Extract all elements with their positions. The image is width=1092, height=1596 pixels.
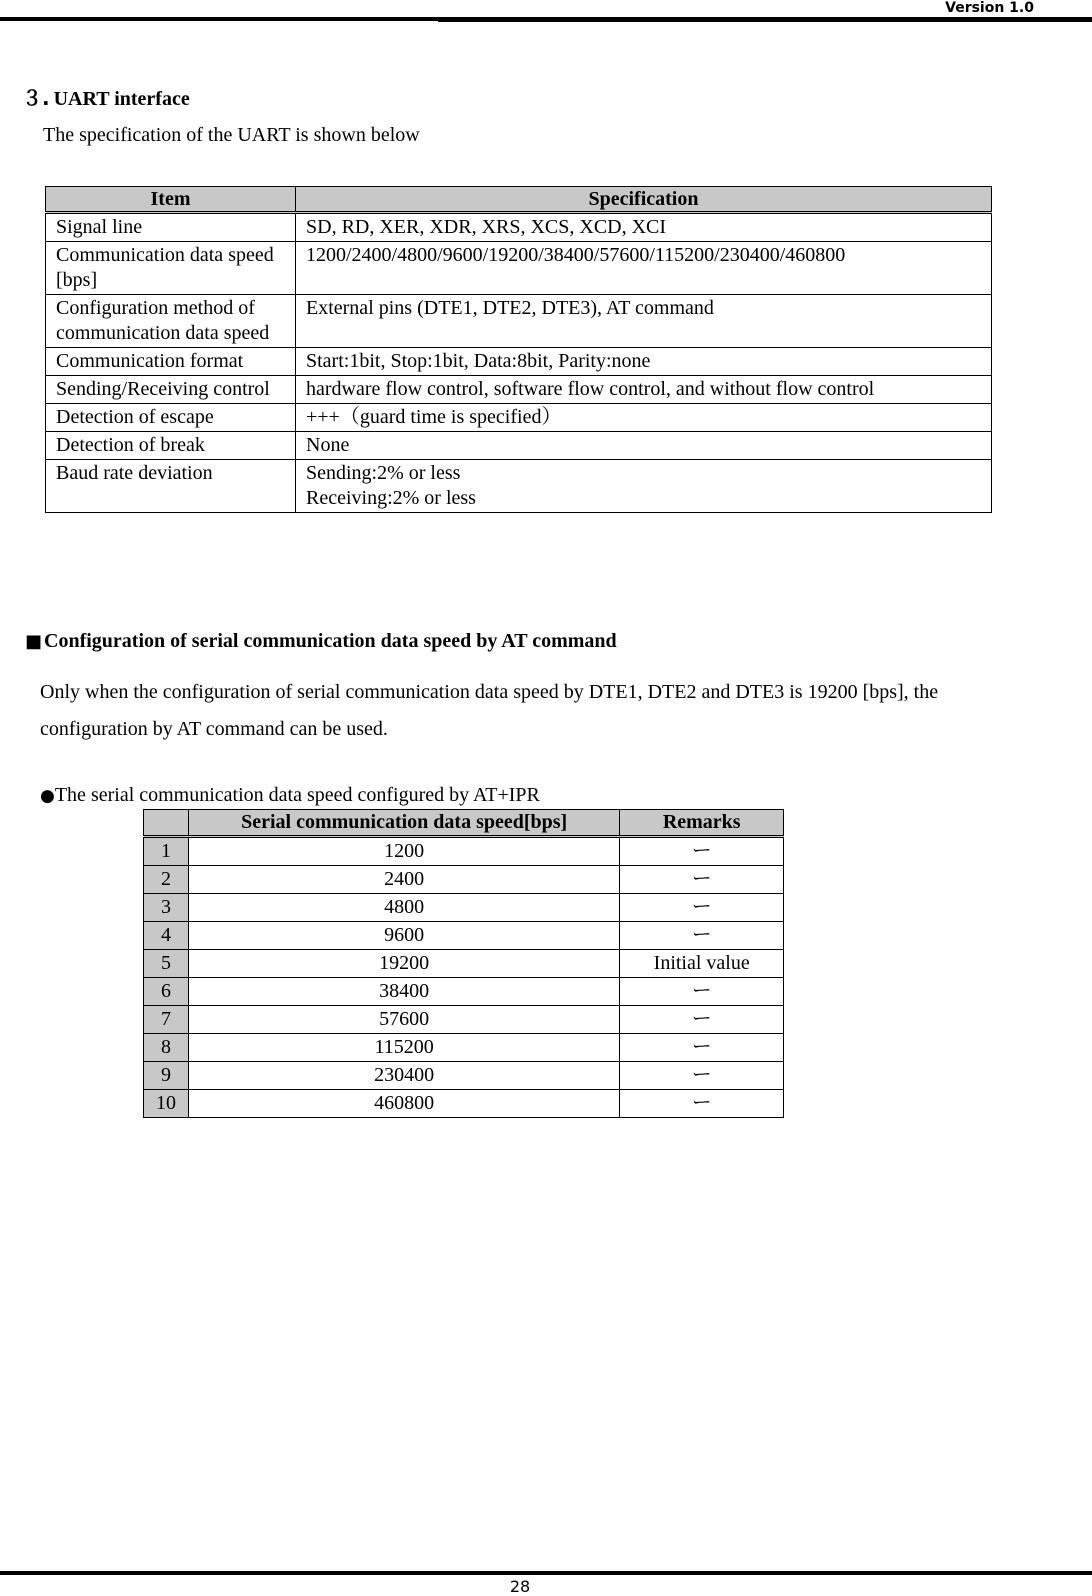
item-cell: Sending/Receiving control (46, 376, 296, 404)
remark-cell: ー (620, 894, 784, 922)
speed-cell: 1200 (188, 837, 620, 866)
circle-bullet-icon: ● (40, 786, 55, 806)
index-cell: 5 (144, 950, 189, 978)
spec-cell: None (296, 432, 992, 460)
table-header-row (46, 187, 992, 213)
spec-line-receiving: Receiving:2% or less (306, 487, 476, 509)
item-cell: Communication data speed [bps] (46, 242, 296, 295)
table-row (46, 348, 992, 376)
header-remarks: Remarks (620, 810, 784, 837)
remark-cell: ー (620, 922, 784, 950)
at-config-paragraph: Only when the configuration of serial communication data speed by DTE1, DTE2 and DTE3 is 19200 [bps], the configuration by AT command can be used. (40, 681, 939, 740)
index-cell: 10 (144, 1090, 189, 1118)
item-cell: Signal line (46, 213, 296, 242)
table-row (46, 376, 992, 404)
speed-cell: 19200 (188, 950, 620, 978)
header-index (144, 810, 189, 837)
spec-line-sending: Sending:2% or less (306, 462, 461, 484)
remark-cell: ー (620, 866, 784, 894)
speed-cell: 2400 (188, 866, 620, 894)
ipr-caption-text: The serial communication data speed configured by AT+IPR (54, 784, 540, 806)
header-speed: Serial communication data speed[bps] (188, 810, 620, 837)
table-row (144, 950, 784, 978)
remark-cell: Initial value (620, 950, 784, 978)
section-title-text: UART interface (53, 88, 190, 110)
square-bullet-icon: ■ (25, 631, 43, 652)
header-rule-thin (438, 21, 1092, 22)
table-header-row (144, 810, 784, 837)
index-cell: 1 (144, 837, 189, 866)
table-row (144, 1034, 784, 1062)
uart-spec-table (45, 186, 992, 513)
remark-cell: ー (620, 1090, 784, 1118)
footer-rule (0, 1571, 1092, 1575)
spec-cell: SD, RD, XER, XDR, XRS, XCS, XCD, XCI (296, 213, 992, 242)
at-config-heading (25, 630, 617, 653)
table-row (144, 866, 784, 894)
table-row (144, 1062, 784, 1090)
table-row (46, 460, 992, 513)
table-row (46, 432, 992, 460)
section-number: ３. (22, 86, 50, 110)
speed-cell: 230400 (188, 1062, 620, 1090)
spec-cell: Start:1bit, Stop:1bit, Data:8bit, Parity:none (296, 348, 992, 376)
item-cell: Detection of escape (46, 404, 296, 432)
page-number: 28 (509, 1577, 531, 1596)
table-row (144, 978, 784, 1006)
index-cell: 6 (144, 978, 189, 1006)
index-cell: 4 (144, 922, 189, 950)
table-row (46, 213, 992, 242)
item-cell: Configuration method of communication data speed (46, 295, 296, 348)
speed-cell: 460800 (188, 1090, 620, 1118)
speed-cell: 115200 (188, 1034, 620, 1062)
remark-cell: ー (620, 1034, 784, 1062)
header-specification: Specification (296, 187, 992, 213)
table-row (144, 1006, 784, 1034)
table-row (144, 922, 784, 950)
index-cell: 7 (144, 1006, 189, 1034)
speed-cell: 57600 (188, 1006, 620, 1034)
spec-cell: External pins (DTE1, DTE2, DTE3), AT command (296, 295, 992, 348)
header-item: Item (46, 187, 296, 213)
remark-cell: ー (620, 837, 784, 866)
item-cell: Baud rate deviation (46, 460, 296, 513)
item-cell: Communication format (46, 348, 296, 376)
remark-cell: ー (620, 1006, 784, 1034)
index-cell: 8 (144, 1034, 189, 1062)
table-row (46, 404, 992, 432)
version-label: Version 1.0 (945, 0, 1034, 16)
spec-cell: hardware flow control, software flow control, and without flow control (296, 376, 992, 404)
table-row (144, 894, 784, 922)
index-cell: 3 (144, 894, 189, 922)
item-cell: Detection of break (46, 432, 296, 460)
ipr-caption (40, 784, 540, 807)
ipr-speed-table (143, 809, 784, 1118)
speed-cell: 38400 (188, 978, 620, 1006)
table-row (46, 242, 992, 295)
speed-cell: 9600 (188, 922, 620, 950)
table-row (144, 1090, 784, 1118)
index-cell: 9 (144, 1062, 189, 1090)
speed-cell: 4800 (188, 894, 620, 922)
section-title (22, 82, 190, 111)
spec-cell (296, 460, 992, 513)
table-row (144, 837, 784, 866)
index-cell: 2 (144, 866, 189, 894)
spec-cell: 1200/2400/4800/9600/19200/38400/57600/115200/230400/460800 (296, 242, 992, 295)
spec-cell: +++（guard time is specified） (296, 404, 992, 432)
remark-cell: ー (620, 978, 784, 1006)
remark-cell: ー (620, 1062, 784, 1090)
section-intro: The specification of the UART is shown below (43, 124, 420, 146)
at-config-heading-text: Configuration of serial communication data speed by AT command (44, 630, 617, 652)
table-row (46, 295, 992, 348)
